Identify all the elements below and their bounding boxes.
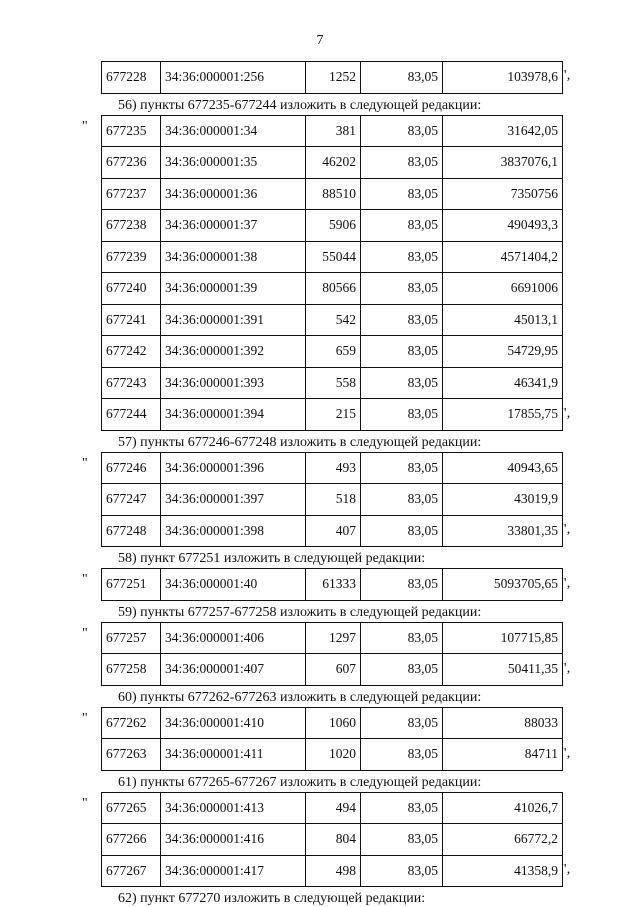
table-cell: 43019,9 [443,484,563,516]
table-cell: 659 [306,336,361,368]
table-cell: 34:36:000001:40 [161,569,306,601]
table-row [102,484,563,516]
table-cell: 677228 [102,62,161,94]
table-row [102,178,563,210]
table-cell: 34:36:000001:256 [161,62,306,94]
table-cell: 34:36:000001:416 [161,824,306,856]
table-cell: 677235 [102,115,161,147]
table-row [102,367,563,399]
table-cell: 34:36:000001:410 [161,707,306,739]
table-row [102,792,563,824]
table-row [102,654,563,686]
table-cell: 34:36:000001:36 [161,178,306,210]
table-cell: 45013,1 [443,304,563,336]
table-cell: 107715,85 [443,622,563,654]
table-cell: 677241 [102,304,161,336]
table-cell: 1252 [306,62,361,94]
section-heading: 57) пункты 677246-677248 изложить в следующей редакции: [118,434,482,450]
table-cell: 83,05 [361,452,443,484]
table-cell: 677239 [102,241,161,273]
table-cell: 1060 [306,707,361,739]
table-cell: 83,05 [361,569,443,601]
table-cell: 677244 [102,399,161,431]
closing-quote: ", [561,522,571,537]
table-cell: 34:36:000001:396 [161,452,306,484]
closing-quote: ", [561,660,571,676]
table-row [102,739,563,771]
table-row [102,273,563,305]
table-row [102,622,563,654]
table-cell: 558 [306,367,361,399]
table-cell: 677258 [102,654,161,686]
section-heading: 59) пункты 677257-677258 изложить в следующей редакции: [118,604,482,620]
table-cell: 677248 [102,515,161,547]
table-row [102,515,563,547]
table-cell: 88510 [306,178,361,210]
table-cell: 40943,65 [443,452,563,484]
table-cell: 34:36:000001:38 [161,241,306,273]
opening-quote: " [82,710,88,726]
table-cell: 83,05 [361,241,443,273]
section-table [101,568,563,601]
table-cell: 54729,95 [443,336,563,368]
table-cell: 677240 [102,273,161,305]
table-cell: 41026,7 [443,792,563,824]
table-row [102,569,563,601]
section-heading: 61) пункты 677265-677267 изложить в следующей редакции: [118,774,482,790]
section-heading: 56) пункты 677235-677244 изложить в следующей редакции: [118,97,482,113]
closing-quote: ", [561,68,571,83]
opening-quote: " [82,795,88,811]
table-cell: 1020 [306,739,361,771]
table-cell: 34:36:000001:407 [161,654,306,686]
table-cell: 84711 [443,739,563,771]
table-row [102,824,563,856]
table-cell: 677251 [102,569,161,601]
table-cell: 83,05 [361,178,443,210]
table-cell: 215 [306,399,361,431]
table-cell: 50411,35 [443,654,563,686]
table-row [102,304,563,336]
table-cell: 677257 [102,622,161,654]
table-cell: 103978,6 [443,62,563,94]
table-row [102,399,563,431]
closing-quote: ", [561,862,571,877]
table-cell: 83,05 [361,62,443,94]
table-cell: 34:36:000001:35 [161,147,306,179]
table-cell: 34:36:000001:39 [161,273,306,305]
table-cell: 6691006 [443,273,563,305]
table-cell: 34:36:000001:397 [161,484,306,516]
table-cell: 4571404,2 [443,241,563,273]
table-cell: 677265 [102,792,161,824]
table-cell: 83,05 [361,654,443,686]
table-cell: 34:36:000001:391 [161,304,306,336]
opening-quote: " [82,625,88,641]
table-cell: 41358,9 [443,855,563,887]
continuation-table [101,61,563,94]
table-cell: 518 [306,484,361,516]
table-cell: 498 [306,855,361,887]
table-cell: 61333 [306,569,361,601]
table-cell: 83,05 [361,147,443,179]
table-cell: 34:36:000001:393 [161,367,306,399]
table-cell: 83,05 [361,210,443,242]
table-cell: 677243 [102,367,161,399]
table-cell: 542 [306,304,361,336]
table-row [102,241,563,273]
section-table [101,452,563,548]
section-table [101,792,563,888]
table-cell: 677236 [102,147,161,179]
table-cell: 677247 [102,484,161,516]
table-cell: 33801,35 [443,515,563,547]
closing-quote: ", [561,745,571,761]
table-cell: 83,05 [361,484,443,516]
table-cell: 34:36:000001:34 [161,115,306,147]
section-table [101,622,563,686]
table-cell: 80566 [306,273,361,305]
table-row [102,210,563,242]
opening-quote: " [82,455,88,471]
table-cell: 66772,2 [443,824,563,856]
table-cell: 83,05 [361,399,443,431]
table-cell: 46341,9 [443,367,563,399]
closing-quote: ", [561,575,571,591]
table-cell: 34:36:000001:417 [161,855,306,887]
opening-quote: " [82,572,88,587]
table-cell: 3837076,1 [443,147,563,179]
table-row [102,62,563,94]
table-cell: 34:36:000001:413 [161,792,306,824]
section-table [101,707,563,771]
table-cell: 804 [306,824,361,856]
table-cell: 407 [306,515,361,547]
table-cell: 677262 [102,707,161,739]
section-heading: 58) пункт 677251 изложить в следующей редакции: [118,551,426,566]
table-cell: 493 [306,452,361,484]
table-cell: 7350756 [443,178,563,210]
page-number: 7 [316,33,324,48]
table-cell: 677267 [102,855,161,887]
table-cell: 677238 [102,210,161,242]
table-cell: 490493,3 [443,210,563,242]
table-row [102,707,563,739]
table-cell: 88033 [443,707,563,739]
table-cell: 55044 [306,241,361,273]
table-cell: 83,05 [361,855,443,887]
table-cell: 34:36:000001:37 [161,210,306,242]
table-row [102,115,563,147]
table-cell: 83,05 [361,304,443,336]
table-cell: 83,05 [361,622,443,654]
table-cell: 677266 [102,824,161,856]
opening-quote: " [82,118,88,134]
section-heading: 60) пункты 677262-677263 изложить в следующей редакции: [118,689,482,705]
table-cell: 34:36:000001:398 [161,515,306,547]
closing-quote: ", [561,405,571,421]
table-cell: 34:36:000001:392 [161,336,306,368]
table-cell: 83,05 [361,824,443,856]
table-cell: 83,05 [361,336,443,368]
table-cell: 83,05 [361,367,443,399]
table-cell: 677237 [102,178,161,210]
table-cell: 83,05 [361,515,443,547]
table-cell: 381 [306,115,361,147]
table-cell: 46202 [306,147,361,179]
table-cell: 83,05 [361,792,443,824]
table-cell: 1297 [306,622,361,654]
table-cell: 677242 [102,336,161,368]
table-cell: 17855,75 [443,399,563,431]
table-cell: 83,05 [361,273,443,305]
section-heading: 62) пункт 677270 изложить в следующей редакции: [118,891,426,906]
table-cell: 31642,05 [443,115,563,147]
table-cell: 34:36:000001:406 [161,622,306,654]
table-cell: 34:36:000001:411 [161,739,306,771]
table-cell: 677246 [102,452,161,484]
table-row [102,855,563,887]
table-cell: 677263 [102,739,161,771]
section-table [101,115,563,431]
table-cell: 34:36:000001:394 [161,399,306,431]
table-row [102,452,563,484]
table-row [102,336,563,368]
table-cell: 83,05 [361,707,443,739]
table-cell: 494 [306,792,361,824]
table-cell: 5906 [306,210,361,242]
table-row [102,147,563,179]
table-cell: 5093705,65 [443,569,563,601]
table-cell: 83,05 [361,115,443,147]
table-cell: 607 [306,654,361,686]
table-cell: 83,05 [361,739,443,771]
